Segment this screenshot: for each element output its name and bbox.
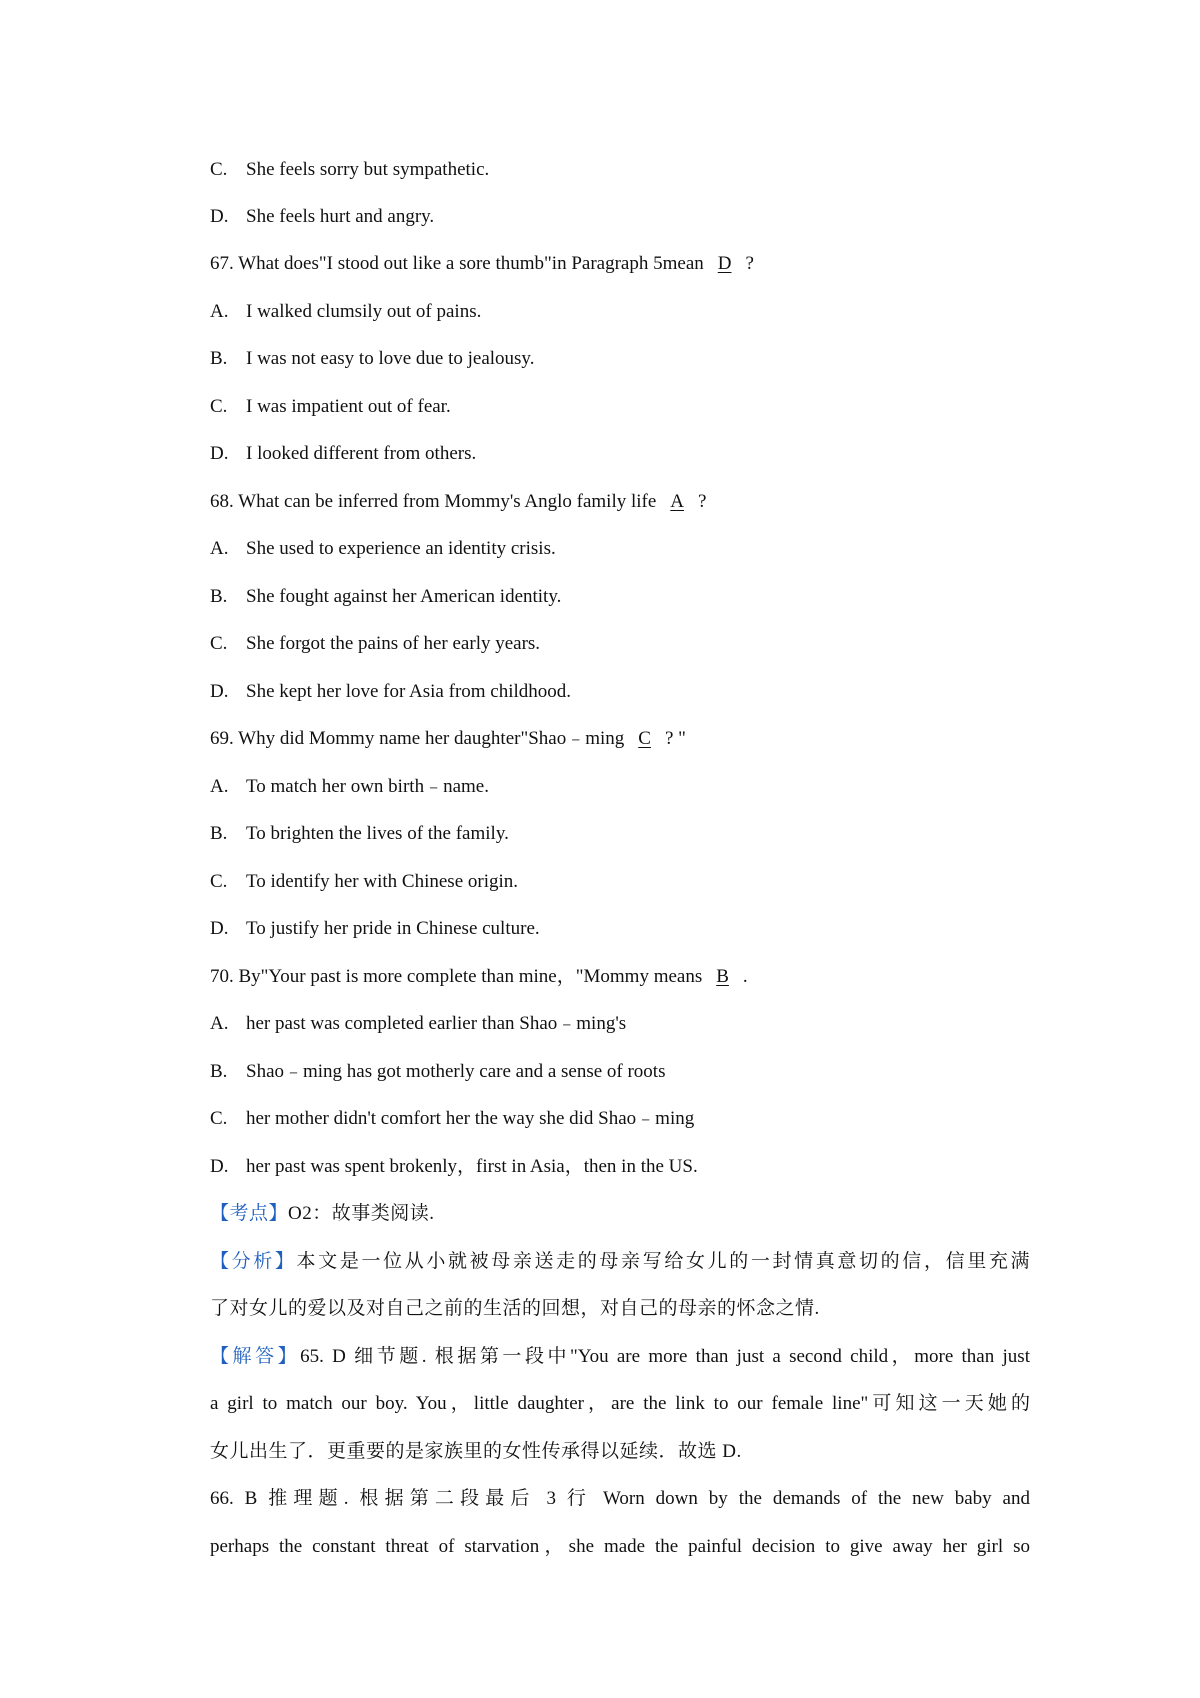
option-text: She used to experience an identity crisis. [246, 538, 556, 559]
q70-option-d [210, 1155, 1030, 1179]
question-text: 68. What can be inferred from Mommy's Anglo family life [210, 491, 657, 512]
option-text: her past was spent brokenly，first in Asia，then in the US. [246, 1156, 698, 1177]
q67-option-b [210, 347, 1030, 371]
question-text: 70. By"Your past is more complete than mine，"Mommy means [210, 966, 703, 987]
answer-blank: C [638, 728, 651, 749]
option-text: To justify her pride in Chinese culture. [246, 918, 540, 939]
option-text: Shao﹣ming has got motherly care and a sense of roots [246, 1061, 666, 1082]
question-text: 67. What does"I stood out like a sore thumb"in Paragraph 5mean [210, 253, 704, 274]
option-letter: B. [210, 348, 228, 369]
jieda-text: 65. D 细节题. 根据第一段中"You are more than just a second child，more than just [300, 1346, 1030, 1367]
q69-option-c [210, 870, 1030, 894]
option-text: To identify her with Chinese origin. [246, 871, 519, 892]
option-letter: C. [210, 159, 228, 180]
option-letter: B. [210, 586, 228, 607]
option-text: She feels hurt and angry. [246, 206, 435, 227]
q68-option-a [210, 537, 1030, 561]
answer66-line-2 [210, 1535, 1030, 1559]
question-end: . [742, 966, 748, 987]
option-letter: D. [210, 681, 229, 702]
option-text: To brighten the lives of the family. [246, 823, 509, 844]
jieda-text: 女儿出生了．更重要的是家族里的女性传承得以延续．故选 D. [210, 1441, 742, 1462]
q66-option-c [210, 158, 1030, 182]
q68-option-c [210, 632, 1030, 656]
q70-stem [210, 965, 1030, 989]
option-letter: C. [210, 1108, 228, 1129]
option-text: her past was completed earlier than Shao﹣ming's [246, 1013, 627, 1034]
kaodian-text: O2：故事类阅读. [288, 1203, 435, 1224]
answer-blank: B [716, 966, 729, 987]
kaodian-tag: 【考点】 [210, 1203, 289, 1224]
fenxi-text: 本文是一位从小就被母亲送走的母亲写给女儿的一封情真意切的信，信里充满 [296, 1251, 1030, 1272]
question-end: ? " [664, 728, 686, 749]
q67-option-c [210, 395, 1030, 419]
option-letter: C. [210, 396, 228, 417]
option-text: I walked clumsily out of pains. [246, 301, 482, 322]
q67-option-a [210, 300, 1030, 324]
option-text: To match her own birth﹣name. [246, 776, 489, 797]
question-end: ? [745, 253, 754, 274]
option-letter: A. [210, 301, 229, 322]
fenxi-text: 了对女儿的爱以及对自己之前的生活的回想，对自己的母亲的怀念之情. [210, 1298, 820, 1319]
option-text: She feels sorry but sympathetic. [246, 159, 490, 180]
q66-option-d [210, 205, 1030, 229]
option-letter: A. [210, 776, 229, 797]
option-text: She fought against her American identity. [246, 586, 562, 607]
answer-blank: A [670, 491, 685, 512]
q67-stem [210, 252, 1030, 276]
fenxi-line-2 [210, 1297, 1030, 1321]
option-letter: D. [210, 443, 229, 464]
option-text: I looked different from others. [246, 443, 477, 464]
answer66-line-1 [210, 1487, 1030, 1511]
q67-option-d [210, 442, 1030, 466]
option-letter: C. [210, 633, 228, 654]
option-text: She forgot the pains of her early years. [246, 633, 541, 654]
jieda-line-1 [210, 1345, 1030, 1369]
kaodian-line [210, 1202, 1030, 1226]
q68-option-b [210, 585, 1030, 609]
option-text: I was not easy to love due to jealousy. [246, 348, 535, 369]
q68-option-d [210, 680, 1030, 704]
answer66-text: perhaps the constant threat of starvation，she made the painful decision to give away her girl so [210, 1536, 1030, 1557]
option-letter: A. [210, 1013, 229, 1034]
jieda-line-2 [210, 1392, 1030, 1416]
q69-stem [210, 727, 1030, 751]
question-end: ? [698, 491, 707, 512]
option-letter: D. [210, 206, 229, 227]
jieda-text: a girl to match our boy. You，little daughter，are the link to our female line"可知这一天她的 [210, 1393, 1030, 1414]
q70-option-a [210, 1012, 1030, 1036]
answer66-text: 66. B 推理题. 根据第二段最后 3 行 Worn down by the demands of the new baby and [210, 1488, 1030, 1509]
option-letter: C. [210, 871, 228, 892]
jieda-line-3 [210, 1440, 1030, 1464]
answer-blank: D [717, 253, 732, 274]
option-text: She kept her love for Asia from childhood. [246, 681, 572, 702]
question-text: 69. Why did Mommy name her daughter"Shao﹣ming [210, 728, 625, 749]
option-letter: D. [210, 1156, 229, 1177]
option-letter: D. [210, 918, 229, 939]
q70-option-b [210, 1060, 1030, 1084]
q68-stem [210, 490, 1030, 514]
option-letter: B. [210, 823, 228, 844]
q69-option-a [210, 775, 1030, 799]
q70-option-c [210, 1107, 1030, 1131]
fenxi-tag: 【分析】 [210, 1251, 297, 1272]
q69-option-b [210, 822, 1030, 846]
jieda-tag: 【解答】 [210, 1346, 301, 1367]
q69-option-d [210, 917, 1030, 941]
option-letter: A. [210, 538, 229, 559]
option-letter: B. [210, 1061, 228, 1082]
fenxi-line-1 [210, 1250, 1030, 1274]
option-text: her mother didn't comfort her the way she did Shao﹣ming [246, 1108, 695, 1129]
option-text: I was impatient out of fear. [246, 396, 451, 417]
